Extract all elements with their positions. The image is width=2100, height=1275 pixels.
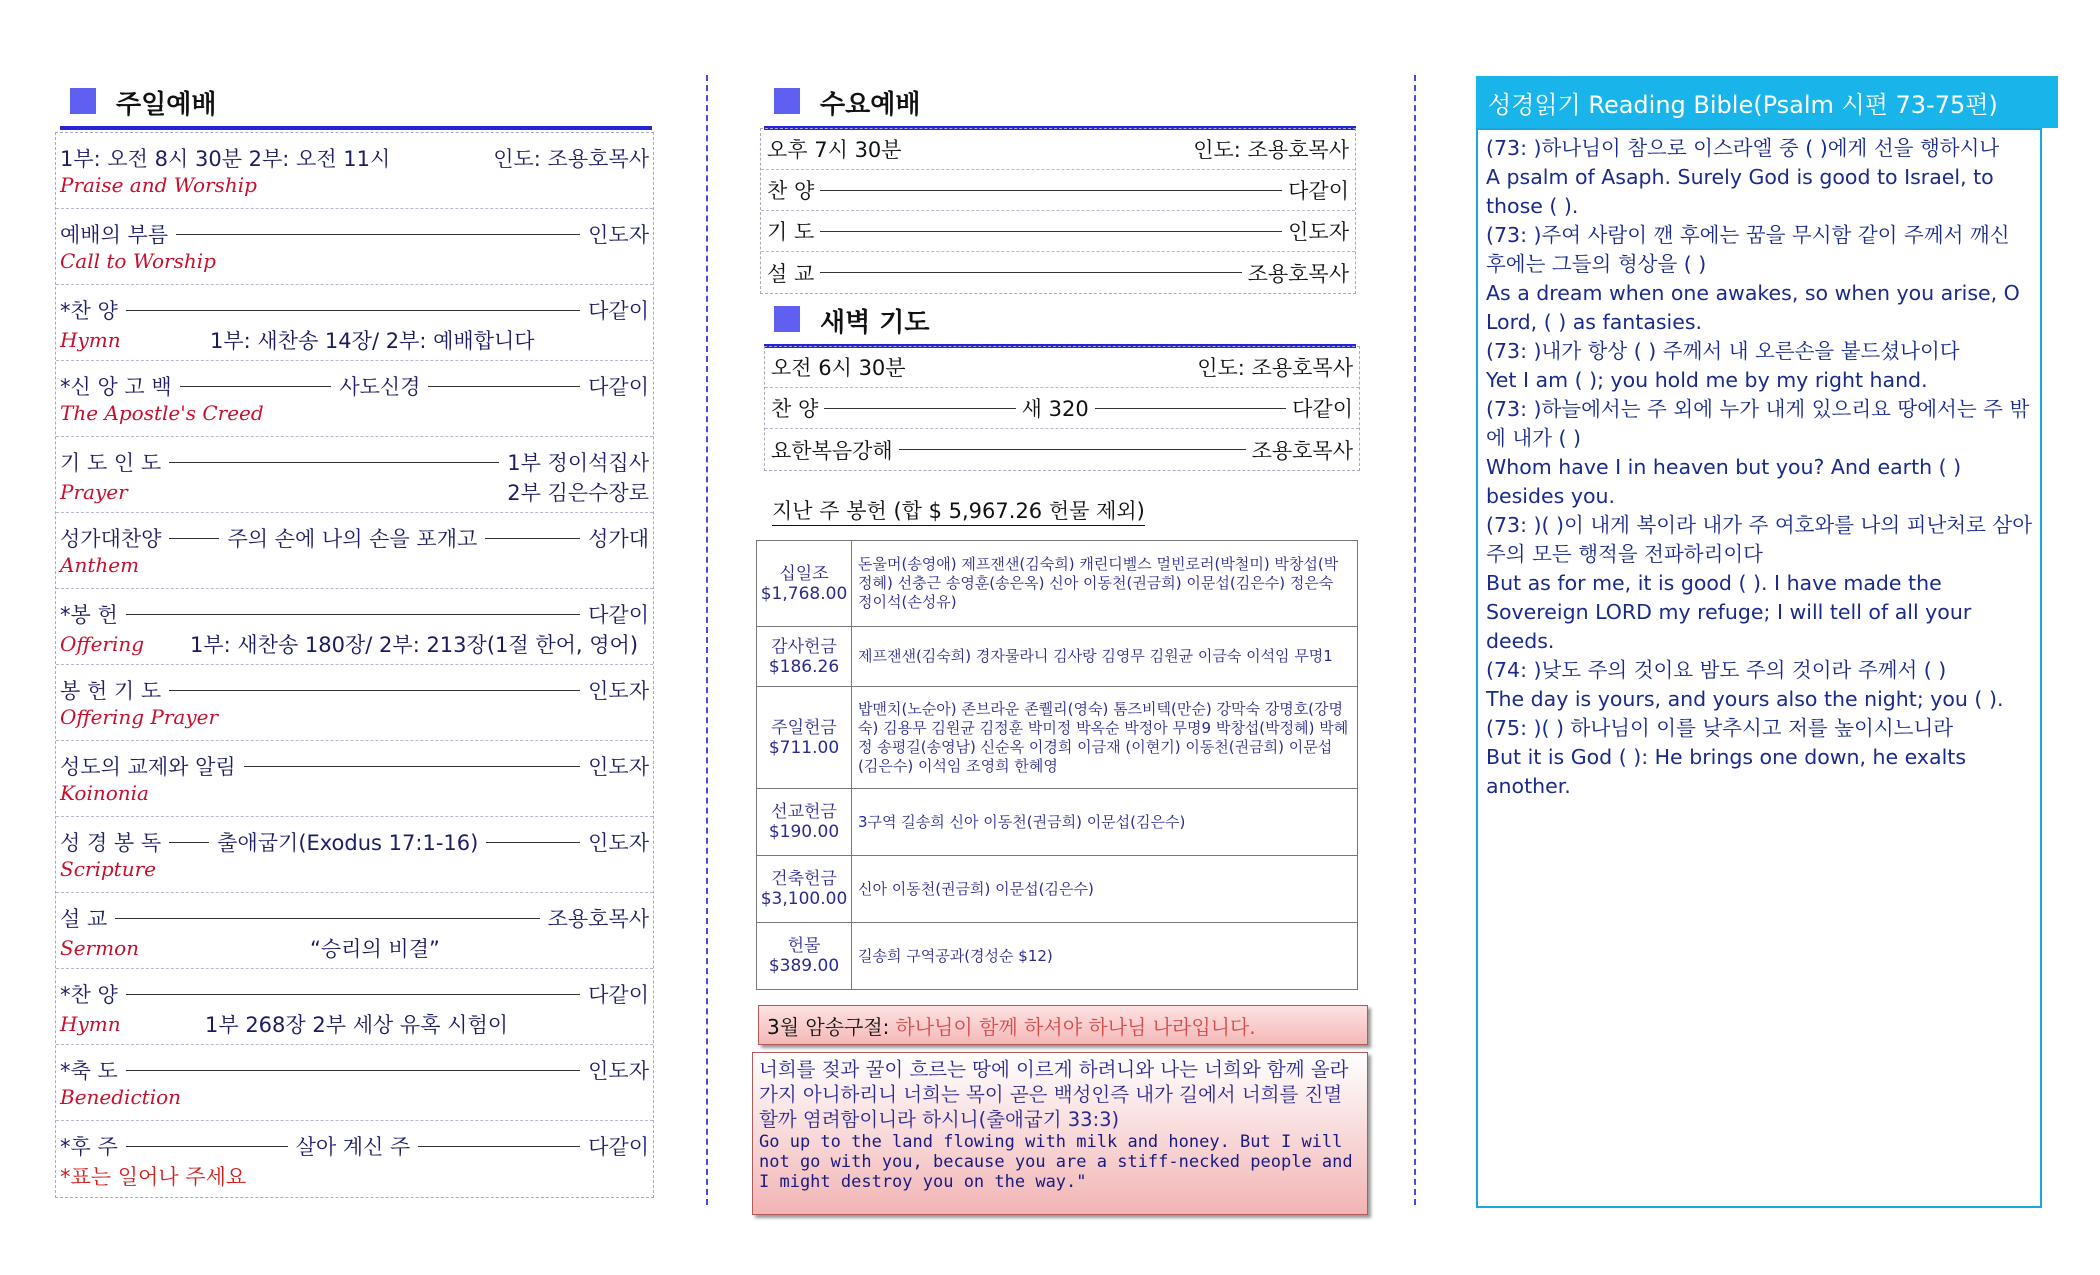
list-item [56, 1045, 653, 1121]
item-role: 다같이 [588, 299, 649, 323]
table-row [761, 129, 1355, 170]
list-item [56, 741, 653, 817]
category-name: 감사헌금 [771, 636, 837, 657]
item-label: 예배의 부름 [60, 223, 169, 247]
item-label: 봉 헌 기 도 [60, 679, 162, 703]
table-row [765, 388, 1359, 429]
table-row [757, 541, 1358, 627]
item-role: 다같이 [1292, 397, 1353, 421]
list-item [56, 893, 653, 969]
item-label: 찬 양 [767, 179, 815, 203]
item-detail: 1부 268장 2부 세상 유혹 시험이 [205, 1013, 509, 1037]
category-amount: $190.00 [768, 822, 840, 842]
offering-title: 지난 주 봉헌 (합 $ 5,967.26 헌물 제외) [772, 495, 1145, 526]
item-role: 다같이 [588, 603, 649, 627]
category-name: 헌물 [787, 936, 821, 956]
item-role: 다같이 [1288, 179, 1349, 203]
square-bullet-icon [774, 88, 800, 114]
list-item [56, 361, 653, 437]
sunday-header [60, 80, 652, 130]
list-item [56, 817, 653, 893]
service-leader: 인도: 조용호목사 [493, 147, 649, 171]
item-role: 조용호목사 [1251, 438, 1353, 463]
wednesday-header [764, 80, 1356, 130]
english-label: Call to Worship [60, 249, 216, 273]
item-label: *찬 양 [60, 983, 118, 1007]
item-detail: 주의 손에 나의 손을 포개고 [227, 527, 478, 551]
english-label: Prayer [60, 480, 128, 504]
english-label: Offering [60, 632, 145, 656]
sermon-title: “승리의 비결” [310, 937, 440, 961]
memory-verse-korean: 너희를 젖과 꿀이 흐르는 땅에 이르게 하려니와 나는 너희와 함께 올라가지 아니하리니 너희는 목이 곧은 백성인즉 내가 길에서 너희를 진멸할까 염려함이니라 하시니(출애굽기 33:3) [759, 1058, 1349, 1131]
table-row [757, 687, 1358, 789]
memory-verse-english: Go up to the land flowing with milk and honey. But I will not go with you, because you are a stiff-necked people and I might destroy you on the way." [759, 1132, 1353, 1192]
item-role: 성가대 [588, 527, 649, 551]
square-bullet-icon [70, 88, 96, 114]
item-detail: 1부: 새찬송 14장/ 2부: 예배합니다 [210, 329, 535, 353]
item-role: 다같이 [588, 375, 649, 399]
list-item [56, 1121, 653, 1197]
reading-bible-header: 성경읽기 Reading Bible(Psalm 시편 73-75편) [1476, 76, 2058, 128]
item-label: *봉 헌 [60, 603, 118, 627]
memory-verse-box [752, 1052, 1368, 1215]
category-name: 십일조 [779, 563, 829, 584]
english-label: Koinonia [60, 781, 149, 805]
item-role: 인도자 [1288, 220, 1349, 244]
table-row [765, 429, 1359, 470]
item-label: 찬 양 [771, 397, 819, 421]
reading-verse-en: The day is yours, and yours also the night; you ( ). [1486, 687, 2004, 711]
item-role: 1부 정이석집사 [507, 451, 649, 475]
reading-verse-en: But as for me, it is good ( ). I have made the Sovereign LORD my refuge; I will tell of all your deeds. [1486, 571, 1972, 653]
item-label: 설 교 [60, 907, 108, 931]
reading-verse-en: A psalm of Asaph. Surely God is good to Israel, to those ( ). [1486, 165, 1994, 218]
english-label: The Apostle's Creed [60, 401, 264, 425]
reading-verse-en: But it is God ( ): He brings one down, he exalts another. [1486, 745, 1967, 798]
item-detail: 사도신경 [339, 375, 421, 399]
table-row [757, 856, 1358, 923]
offering-names: 신아 이동천(권금희) 이문섭(김은수) [852, 856, 1358, 923]
item-label: 기 도 [767, 220, 815, 244]
sunday-title: 주일예배 [116, 90, 217, 120]
table-row [761, 252, 1355, 293]
english-label: Praise and Worship [60, 173, 257, 197]
reading-verse-ko: (75: )( ) 하나님이 이를 낮추시고 저를 높이시느니라 [1486, 716, 1954, 740]
dawn-header [764, 298, 1356, 348]
wednesday-table [760, 128, 1356, 294]
item-role: 인도자 [588, 831, 649, 855]
reading-verse-ko: (73: )하늘에서는 주 외에 누가 내게 있으리요 땅에서는 주 밖에 내가 ( ) [1486, 397, 2030, 450]
item-detail: 새 320 [1021, 397, 1089, 421]
list-item [56, 133, 653, 209]
item-detail: 살아 계신 주 [295, 1135, 411, 1159]
offering-category [757, 856, 852, 923]
item-label: *신 앙 고 백 [60, 375, 172, 399]
category-name: 선교헌금 [771, 802, 837, 822]
reading-verse-en: Yet I am ( ); you hold me by my right hand. [1486, 368, 1928, 392]
list-item [56, 589, 653, 665]
item-role: 조용호목사 [547, 907, 649, 931]
category-amount: $1,768.00 [760, 583, 848, 604]
reading-bible-box [1476, 128, 2042, 1208]
offering-names: 3구역 길송희 신아 이동천(권금희) 이문섭(김은수) [852, 789, 1358, 856]
reading-verse-ko: (73: )내가 항상 ( ) 주께서 내 오른손을 붙드셨나이다 [1486, 339, 1960, 363]
reading-verse-en: Whom have I in heaven but you? And earth ( ) besides you. [1486, 455, 1962, 508]
item-role: 인도자 [588, 755, 649, 779]
item-role: 다같이 [588, 983, 649, 1007]
item-label: 성가대찬양 [60, 527, 162, 551]
item-label: *후 주 [60, 1135, 118, 1159]
category-amount: $3,100.00 [760, 889, 848, 909]
english-label: Benediction [60, 1085, 182, 1109]
memory-verse-header [758, 1005, 1368, 1045]
english-label: Anthem [60, 553, 140, 577]
dawn-leader: 인도: 조용호목사 [1197, 356, 1353, 380]
item-detail: 출애굽기(Exodus 17:1-16) [217, 831, 479, 855]
dawn-title: 새벽 기도 [820, 308, 930, 338]
list-item [56, 665, 653, 741]
category-name: 주일헌금 [771, 717, 837, 738]
english-label: Scripture [60, 857, 156, 881]
service-times: 1부: 오전 8시 30분 2부: 오전 11시 [60, 147, 391, 171]
item-role: 인도자 [588, 679, 649, 703]
english-label: Offering Prayer [60, 705, 219, 729]
reading-verse-ko: (73: )( )이 내게 복이라 내가 주 여호와를 나의 피난처로 삼아 주의 모든 행적을 전파하리이다 [1486, 513, 2033, 566]
offering-names: 돈울머(송영애) 제프잰샌(김숙희) 캐린디벨스 멀빈로러(박철미) 박창섭(박정혜) 선충근 송영훈(송은옥) 신아 이동천(권금희) 이문섭(김은수) 정은숙 정이석(손성유) [852, 541, 1358, 627]
memory-verse-label: 3월 암송구절: [767, 1014, 890, 1039]
english-label: Hymn [60, 1012, 121, 1036]
wednesday-leader: 인도: 조용호목사 [1193, 138, 1349, 162]
standing-note: *표는 일어나 주세요 [60, 1165, 247, 1189]
offering-category [757, 627, 852, 687]
wednesday-title: 수요예배 [820, 90, 921, 120]
item-role-2: 2부 김은수장로 [507, 481, 649, 505]
table-row [757, 789, 1358, 856]
category-amount: $711.00 [768, 737, 840, 758]
item-role: 인도자 [588, 223, 649, 247]
table-row [761, 211, 1355, 252]
reading-verse-ko: (73: )주여 사람이 깬 후에는 꿈을 무시함 같이 주께서 깨신 후에는 그들의 형상을 ( ) [1486, 223, 2010, 276]
list-item [56, 437, 653, 513]
offering-category [757, 923, 852, 990]
english-label: Sermon [60, 936, 139, 960]
category-amount: $389.00 [768, 956, 840, 976]
item-label: 요한복음강해 [771, 438, 893, 463]
english-label: Hymn [60, 328, 121, 352]
table-row [757, 923, 1358, 990]
item-label: 기 도 인 도 [60, 451, 162, 475]
wednesday-time: 오후 7시 30분 [767, 138, 902, 162]
item-role: 다같이 [588, 1135, 650, 1159]
table-row [757, 627, 1358, 687]
reading-verse-ko: (73: )하나님이 참으로 이스라엘 중 ( )에게 선을 행하시나 [1486, 136, 2000, 160]
offering-category [757, 541, 852, 627]
category-amount: $186.26 [768, 656, 840, 677]
dawn-time: 오전 6시 30분 [771, 356, 906, 380]
memory-verse-theme: 하나님이 함께 하셔야 하나님 나라입니다. [895, 1014, 1256, 1039]
list-item [56, 513, 653, 589]
offering-names: 제프잰샌(김숙희) 경자물라니 김사랑 김영무 김원균 이금숙 이석임 무명1 [852, 627, 1358, 687]
table-row [761, 170, 1355, 211]
category-name: 건축헌금 [771, 869, 837, 889]
reading-verse-ko: (74: )낮도 주의 것이요 밤도 주의 것이라 주께서 ( ) [1486, 658, 1947, 682]
offering-category [757, 789, 852, 856]
dawn-table [764, 346, 1360, 471]
list-item [56, 969, 653, 1045]
column-divider-2 [1414, 75, 1416, 1205]
square-bullet-icon [774, 306, 800, 332]
item-label: *찬 양 [60, 299, 118, 323]
item-detail: 1부: 새찬송 180장/ 2부: 213장(1절 한어, 영어) [190, 633, 639, 657]
item-label: 성 경 봉 독 [60, 831, 162, 855]
offering-names: 길송희 구역공과(경성순 $12) [852, 923, 1358, 990]
list-item [56, 209, 653, 285]
item-role: 인도자 [588, 1059, 649, 1083]
offering-names: 밥맨치(노순아) 존브라운 존퀠리(영숙) 톰즈비텍(만순) 강막숙 강명호(강명숙) 김용무 김원균 김정훈 박미정 박옥순 박정아 무명9 박창섭(박정혜) 박혜정 송평길(송영남) 신순옥 이경희 이금재 (이현기) 이동천(권금희) 이문섭(김은수) 이석임 조영희 한혜영 [852, 687, 1358, 789]
offering-category [757, 687, 852, 789]
item-label: 성도의 교제와 알림 [60, 755, 236, 779]
item-role: 조용호목사 [1247, 261, 1349, 286]
sunday-order-list [55, 132, 654, 1198]
column-divider-1 [706, 75, 708, 1205]
table-row [765, 347, 1359, 388]
list-item [56, 285, 653, 361]
reading-verse-en: As a dream when one awakes, so when you arise, O Lord, ( ) as fantasies. [1486, 281, 2020, 334]
offering-table [756, 540, 1358, 990]
item-label: 설 교 [767, 261, 815, 286]
item-label: *축 도 [60, 1059, 118, 1083]
